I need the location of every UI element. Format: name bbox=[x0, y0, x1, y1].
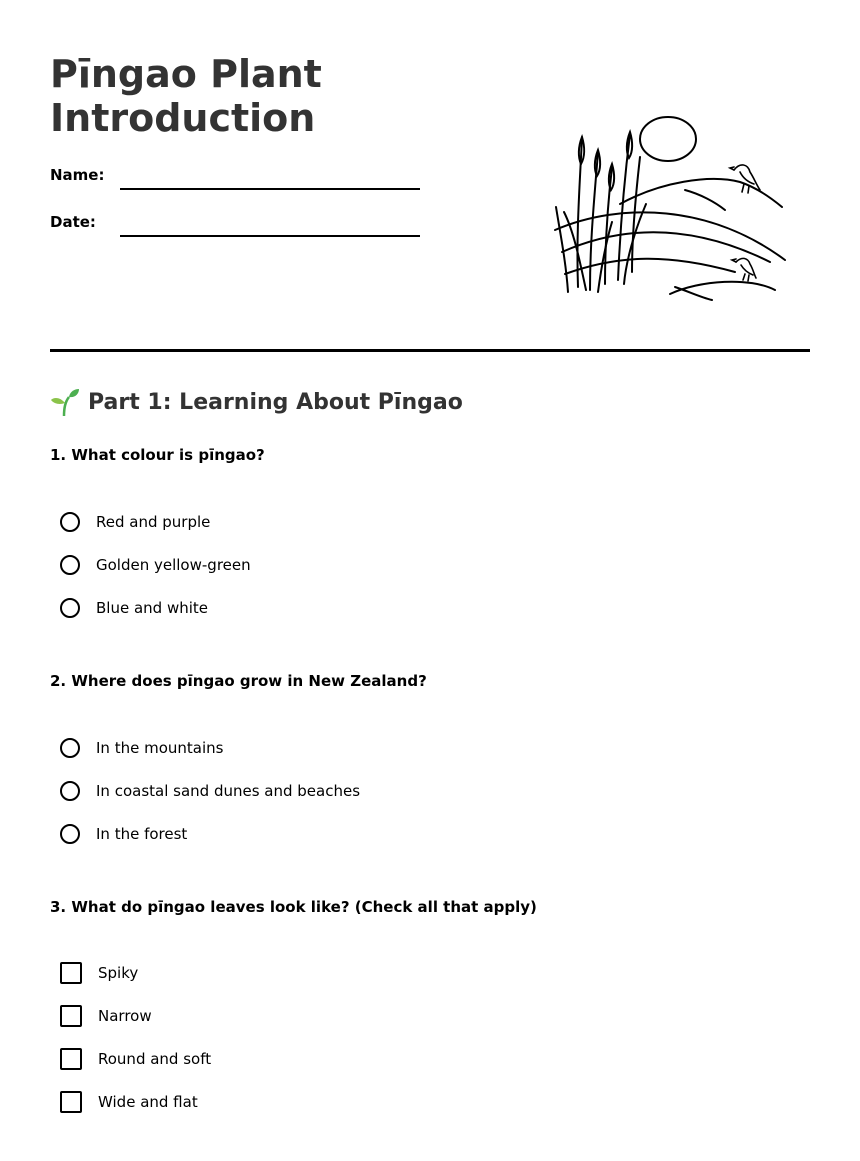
q3-option-2[interactable] bbox=[60, 1003, 152, 1029]
radio-button[interactable] bbox=[60, 598, 80, 618]
section-heading bbox=[50, 388, 463, 416]
question-3: 3. What do pīngao leaves look like? (Check all that apply) bbox=[50, 898, 537, 916]
grass-stalk bbox=[590, 152, 598, 290]
q1-option-3[interactable] bbox=[60, 595, 208, 621]
pingao-dunes-illustration bbox=[550, 112, 795, 307]
section-divider bbox=[50, 349, 810, 352]
radio-button[interactable] bbox=[60, 824, 80, 844]
q2-option-1[interactable] bbox=[60, 735, 223, 761]
option-label: Golden yellow-green bbox=[96, 556, 251, 574]
option-label: In the mountains bbox=[96, 739, 224, 757]
q1-option-2[interactable] bbox=[60, 552, 251, 578]
option-label: Round and soft bbox=[98, 1050, 212, 1068]
radio-button[interactable] bbox=[60, 781, 80, 801]
checkbox[interactable] bbox=[60, 1091, 82, 1113]
q2-option-2[interactable] bbox=[60, 778, 360, 804]
option-label: In coastal sand dunes and beaches bbox=[96, 782, 361, 800]
option-label: Red and purple bbox=[96, 513, 211, 531]
q3-option-3[interactable] bbox=[60, 1046, 211, 1072]
q1-option-1[interactable] bbox=[60, 509, 210, 535]
q3-option-4[interactable] bbox=[60, 1089, 198, 1115]
dune-line bbox=[562, 232, 770, 262]
checkbox[interactable] bbox=[60, 1005, 82, 1027]
option-label: Narrow bbox=[98, 1007, 152, 1025]
dune-line bbox=[620, 179, 782, 207]
sun-shape bbox=[640, 117, 696, 161]
name-input-line[interactable] bbox=[120, 188, 420, 190]
option-label: Spiky bbox=[98, 964, 139, 982]
date-input-line[interactable] bbox=[120, 235, 420, 237]
page-title bbox=[50, 52, 322, 140]
name-label: Name: bbox=[50, 166, 105, 184]
question-2: 2. Where does pīngao grow in New Zealand? bbox=[50, 672, 427, 690]
question-1: 1. What colour is pīngao? bbox=[50, 446, 265, 464]
checkbox[interactable] bbox=[60, 962, 82, 984]
date-field[interactable] bbox=[50, 213, 420, 243]
checkbox[interactable] bbox=[60, 1048, 82, 1070]
sprout-icon bbox=[50, 388, 80, 416]
dune-line bbox=[670, 282, 775, 294]
title-line-2: Introduction bbox=[50, 96, 316, 140]
option-label: Blue and white bbox=[96, 599, 209, 617]
q2-option-3[interactable] bbox=[60, 821, 187, 847]
q3-option-1[interactable] bbox=[60, 960, 138, 986]
section-heading-text: Part 1: Learning About Pīngao bbox=[88, 389, 463, 415]
title-line-1: Pīngao Plant bbox=[50, 52, 322, 96]
option-label: In the forest bbox=[96, 825, 188, 843]
dune-line bbox=[685, 190, 725, 210]
radio-button[interactable] bbox=[60, 512, 80, 532]
bird-icon bbox=[732, 258, 756, 281]
grass-stalk bbox=[632, 157, 640, 272]
radio-button[interactable] bbox=[60, 555, 80, 575]
radio-button[interactable] bbox=[60, 738, 80, 758]
dune-line bbox=[675, 287, 712, 300]
date-label: Date: bbox=[50, 213, 96, 231]
option-label: Wide and flat bbox=[98, 1093, 198, 1111]
name-field[interactable] bbox=[50, 166, 420, 196]
